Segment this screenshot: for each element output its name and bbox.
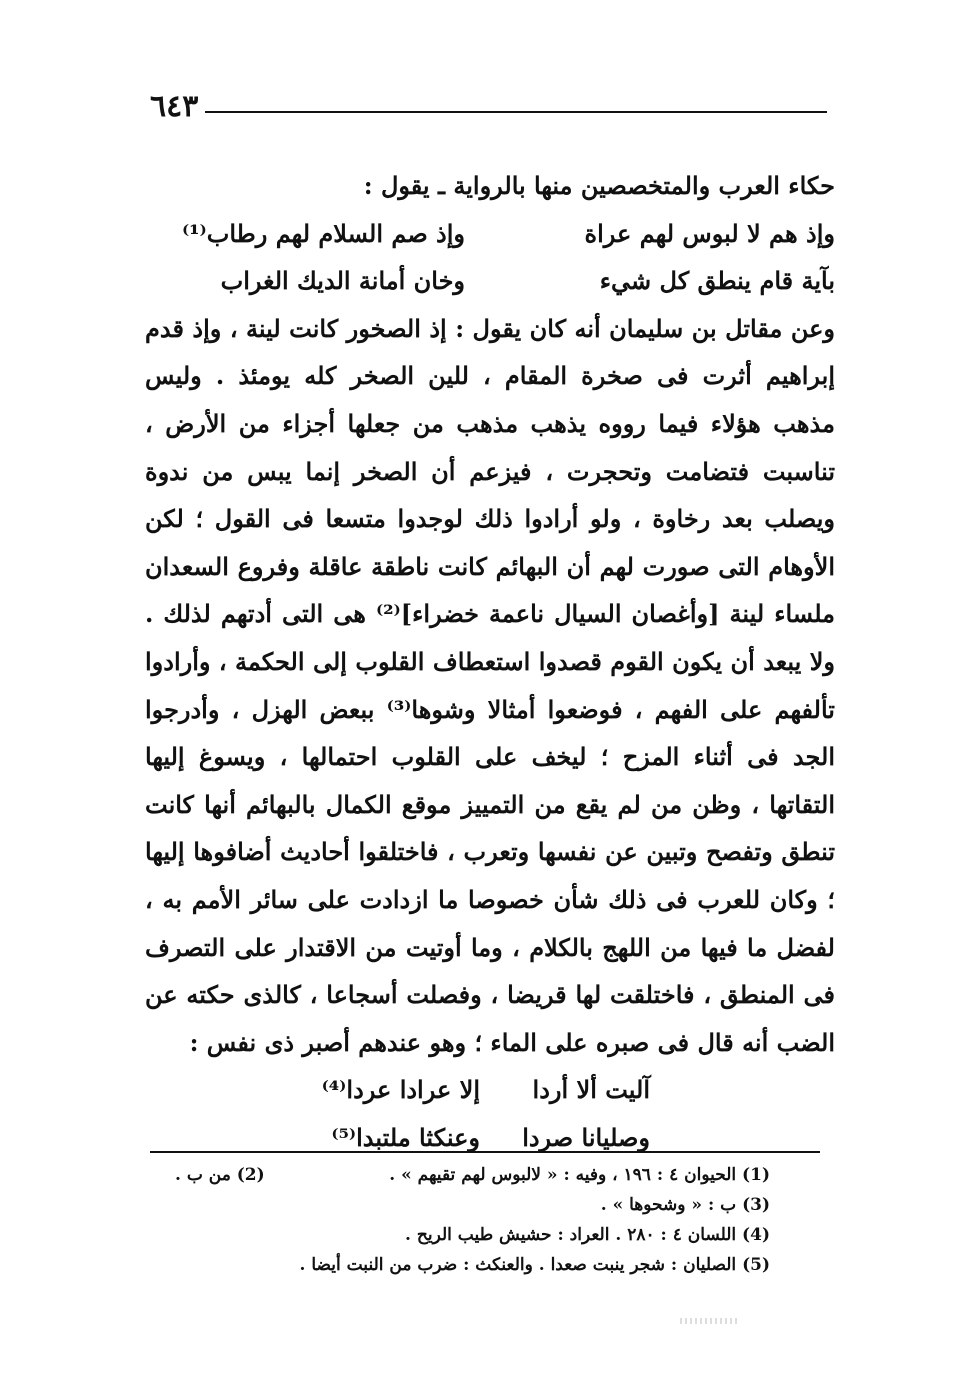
poem1-verse2-hemistich1: بآية قام ينطق كل شيء (599, 266, 835, 296)
footnote-row-1 (175, 1160, 770, 1190)
poem1-verse1-hemistich1: وإذ هم لا لبوس لهم عراة (584, 218, 835, 248)
poem2-verse1 (145, 1066, 835, 1114)
poem2-verse2-hemistich2: وعنكثا ملتبدا⁽⁵⁾ (331, 1122, 480, 1152)
poem1-verse2-hemistich2: وخان أمانة الديك الغراب (220, 266, 465, 296)
poem1-verse1 (145, 210, 835, 258)
poem1-verse2 (145, 257, 835, 305)
poem2-verse2-hemistich1: وصليانا صردا (522, 1122, 650, 1152)
poem1-verse1-hemistich2: وإذ صم السلام لهم رطاب⁽¹⁾ (181, 218, 465, 248)
body-text (145, 162, 835, 1161)
header-rule (205, 111, 827, 113)
poem2-verse2 (145, 1114, 835, 1162)
footnotes (175, 1160, 770, 1280)
page-number: ٦٤٣ (150, 89, 199, 124)
footnote-rule (150, 1151, 820, 1153)
main-paragraph: وعن مقاتل بن سليمان أنه كان يقول : إذ الصخور كانت لينة ، وإذ قدم إبراهيم أثرت فى صخرة المقام ، للين الصخر كله يومئذ . وليس مذهب هؤلاء فيما رووه يذهب مذهب من جعلها أجزاء من الأرض ، تناسبت فتضامت وتحجرت ، فيزعم أن الصخر إنما يبس من ندوة ويصلب بعد رخاوة ، ولو أرادوا ذلك لوجدوا متسعا فى القول ؛ لكن الأوهام التى صورت لهم أن البهائم كانت ناطقة عاقلة وفروع السعدان ملساء لينة [وأغصان السيال ناعمة خضراء]⁽²⁾ هى التى أدتهم لذلك . ولا يبعد أن يكون القوم قصدوا استعطاف القلوب إلى الحكمة ، وأرادوا تألفهم على الفهم ، فوضعوا أمثالا وشوها⁽³⁾ ببعض الهزل ، وأدرجوا الجد فى أثناء المزح ؛ ليخف على القلوب احتمالها ، ويسوغ إليها التقاتها ، وظن من لم يقع من التمييز موقع الكمال بالبهائم أنها كانت تنطق وتفصح وتبين عن نفسها وتعرب ، فاختلقوا أحاديث أضافوها إليها ؛ وكان للعرب فى ذلك شأن خصوصا ما ازدادت على سائر الأمم به ، لفضل ما فيها من اللهج بالكلام ، وما أوتيت من الاقتدار على التصرف فى المنطق ، فاختلقت لها قريضا ، وفصلت أسجاعا ، كالذى حكته عن الضب أنه قال فى صبره على الماء ؛ وهو عندهم أصبر ذى نفس : (145, 313, 836, 1057)
scan-artifact (680, 1318, 740, 1324)
footnote-3: (3) ب : « وشحوها » . (600, 1195, 770, 1215)
intro-line: حكاء العرب والمتخصصين منها بالرواية ـ يقول : (363, 171, 835, 200)
poem2-verse1-hemistich2: إلا عرادا عردا⁽⁴⁾ (321, 1075, 480, 1105)
footnote-4: (4) اللسان ٤ : ٢٨٠ . العراد : حشيش طيب الريح . (405, 1225, 770, 1245)
footnote-2: (2) من ب . (175, 1165, 265, 1185)
footnote-1: (1) الحيوان ٤ : ١٩٦ ، وفيه : « لالبوس لهم تقيهم » . (389, 1165, 770, 1185)
poem2-verse1-hemistich1: آليت ألا أردا (532, 1075, 650, 1105)
footnote-5: (5) الصليان : شجر ينبت صعدا . والعنكث : ضرب من النبت أيضا . (299, 1255, 770, 1275)
